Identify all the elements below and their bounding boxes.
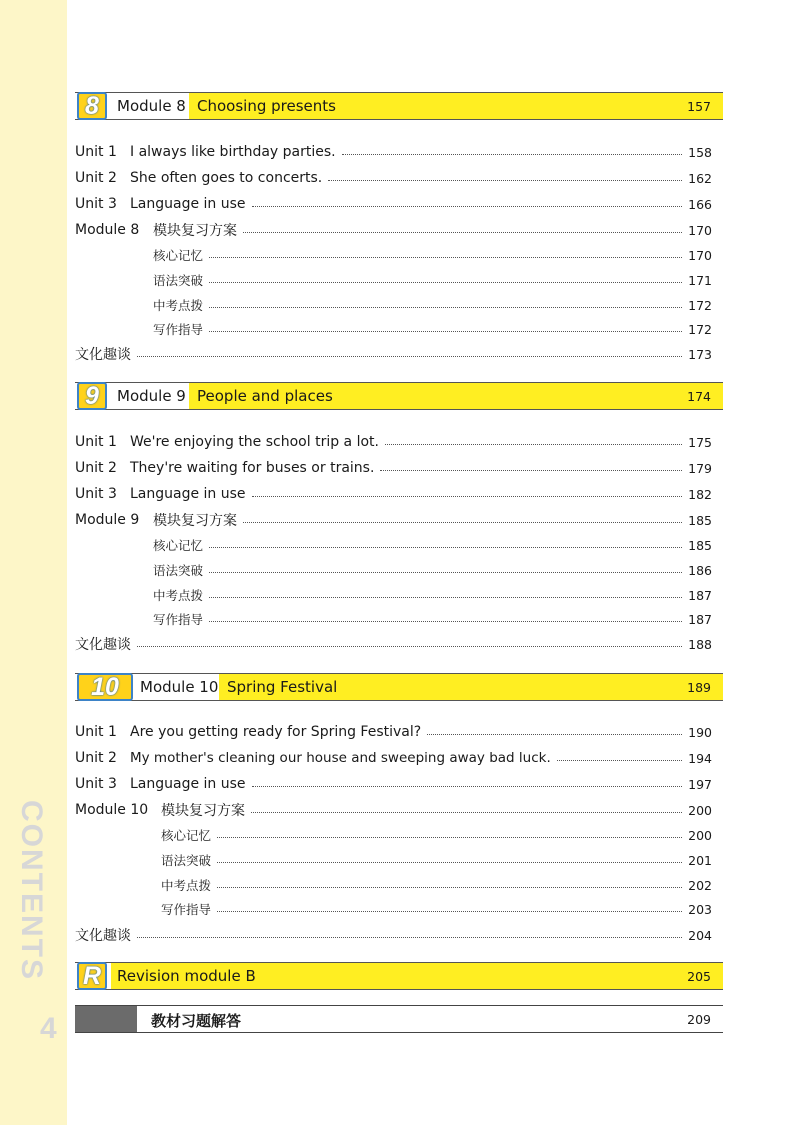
- entry-title: I always like birthday parties.: [130, 144, 336, 160]
- entry-page: 197: [688, 776, 712, 792]
- entry-title: 语法突破: [161, 853, 212, 868]
- dot-leader: [209, 256, 682, 258]
- dot-leader: [137, 355, 682, 357]
- module-8-header[interactable]: [75, 92, 723, 120]
- toc-subentry-m9-2[interactable]: [75, 560, 712, 580]
- module-10-title: Spring Festival: [227, 678, 338, 696]
- dot-leader: [328, 179, 682, 181]
- module-9-header[interactable]: [75, 382, 723, 410]
- entry-title: 中考点拨: [153, 588, 204, 603]
- entry-page: 200: [688, 827, 712, 843]
- entry-page: 162: [688, 170, 712, 186]
- entry-page: 175: [688, 434, 712, 450]
- revision-page: 205: [687, 969, 711, 984]
- answers-header[interactable]: [75, 1005, 723, 1033]
- entry-page: 203: [688, 901, 712, 917]
- entry-title: Language in use: [130, 486, 246, 502]
- dot-leader: [137, 936, 682, 938]
- dot-leader: [243, 231, 682, 233]
- entry-title: 模块复习方案: [161, 803, 245, 819]
- dot-leader: [342, 153, 682, 155]
- dot-leader: [427, 733, 682, 735]
- entry-title: 语法突破: [153, 563, 204, 578]
- entry-title: 写作指导: [161, 902, 212, 917]
- toc-subentry-m10-1[interactable]: [75, 825, 712, 845]
- toc-subentry-m9-1[interactable]: [75, 535, 712, 555]
- entry-title: Language in use: [130, 776, 246, 792]
- entry-title: 核心记忆: [153, 538, 204, 553]
- page-number: 4: [40, 1012, 57, 1045]
- entry-label: Module 9: [75, 512, 140, 528]
- toc-entry-m8-unit2[interactable]: [75, 168, 712, 188]
- dot-leader: [252, 205, 682, 207]
- entry-label: Unit 2: [75, 460, 117, 476]
- toc-entry-m10-culture[interactable]: [75, 925, 712, 945]
- dot-leader: [251, 811, 682, 813]
- dot-leader: [209, 330, 682, 332]
- toc-entry-m9-unit1[interactable]: [75, 432, 712, 452]
- entry-label: 文化趣谈: [75, 637, 131, 653]
- entry-label: Unit 1: [75, 434, 117, 450]
- module-10-label: Module 10: [140, 678, 219, 696]
- toc-entry-m10-unit1[interactable]: [75, 722, 712, 742]
- entry-title: 写作指导: [153, 612, 204, 627]
- entry-page: 186: [688, 562, 712, 578]
- dot-leader: [209, 620, 682, 622]
- entry-title: 模块复习方案: [153, 513, 237, 529]
- module-10-page: 189: [687, 680, 711, 695]
- toc-entry-m10-unit2[interactable]: [75, 748, 712, 768]
- toc-entry-m8-culture[interactable]: [75, 344, 712, 364]
- toc-subentry-m8-1[interactable]: [75, 245, 712, 265]
- dot-leader: [217, 861, 682, 863]
- toc-entry-m8-unit1[interactable]: [75, 142, 712, 162]
- entry-label: Unit 3: [75, 196, 117, 212]
- module-8-title: Choosing presents: [197, 97, 336, 115]
- entry-label: Unit 3: [75, 776, 117, 792]
- entry-page: 204: [688, 927, 712, 943]
- toc-entry-m9-unit2[interactable]: [75, 458, 712, 478]
- entry-label: Unit 1: [75, 144, 117, 160]
- dot-leader: [252, 785, 682, 787]
- dot-leader: [380, 469, 682, 471]
- entry-title: My mother's cleaning our house and sweeping away bad luck.: [130, 750, 551, 766]
- entry-page: 200: [688, 802, 712, 818]
- module-10-badge: 10: [77, 673, 133, 701]
- entry-title: 语法突破: [153, 273, 204, 288]
- entry-page: 185: [688, 512, 712, 528]
- entry-page: 166: [688, 196, 712, 212]
- entry-page: 187: [688, 611, 712, 627]
- revision-badge: R: [77, 962, 107, 990]
- entry-page: 172: [688, 297, 712, 313]
- entry-title: They're waiting for buses or trains.: [130, 460, 375, 476]
- entry-label: Unit 1: [75, 724, 117, 740]
- dot-leader: [217, 836, 682, 838]
- entry-page: 201: [688, 852, 712, 868]
- entry-page: 185: [688, 537, 712, 553]
- entry-title: 中考点拨: [161, 878, 212, 893]
- entry-title: 中考点拨: [153, 298, 204, 313]
- entry-label: Unit 2: [75, 170, 117, 186]
- entry-page: 179: [688, 460, 712, 476]
- toc-entry-m10-unit3[interactable]: [75, 774, 712, 794]
- contents-label: CONTENTS: [15, 800, 48, 981]
- dot-leader: [385, 443, 682, 445]
- toc-subentry-m8-4[interactable]: [75, 319, 712, 339]
- entry-page: 171: [688, 272, 712, 288]
- answers-title: 教材习题解答: [151, 1012, 242, 1030]
- toc-entry-m9-unit3[interactable]: [75, 484, 712, 504]
- entry-page: 172: [688, 321, 712, 337]
- dot-leader: [209, 596, 682, 598]
- toc-subentry-m8-3[interactable]: [75, 295, 712, 315]
- entry-label: 文化趣谈: [75, 347, 131, 363]
- module-9-title: People and places: [197, 387, 333, 405]
- sidebar: [0, 0, 67, 1125]
- module-8-page: 157: [687, 99, 711, 114]
- entry-page: 202: [688, 877, 712, 893]
- entry-page: 170: [688, 222, 712, 238]
- module-9-label: Module 9: [117, 387, 186, 405]
- entry-page: 187: [688, 587, 712, 603]
- revision-label: Revision module B: [117, 967, 256, 985]
- entry-page: 158: [688, 144, 712, 160]
- entry-label: Module 8: [75, 222, 140, 238]
- dot-leader: [252, 495, 682, 497]
- toc-entry-m8-unit3[interactable]: [75, 194, 712, 214]
- toc-entry-m10-review[interactable]: [75, 800, 712, 820]
- module-9-page: 174: [687, 389, 711, 404]
- entry-page: 173: [688, 346, 712, 362]
- entry-page: 190: [688, 724, 712, 740]
- entry-title: Are you getting ready for Spring Festival?: [130, 724, 422, 740]
- dot-leader: [243, 521, 682, 523]
- module-8-badge: 8: [77, 92, 107, 120]
- answers-grey-block: [75, 1006, 137, 1032]
- dot-leader: [209, 306, 682, 308]
- entry-title: 核心记忆: [153, 248, 204, 263]
- entry-label: Unit 2: [75, 750, 117, 766]
- entry-label: 文化趣谈: [75, 928, 131, 944]
- toc-entry-m9-review[interactable]: [75, 510, 712, 530]
- toc-subentry-m10-2[interactable]: [75, 850, 712, 870]
- module-8-label: Module 8: [117, 97, 186, 115]
- dot-leader: [557, 759, 682, 761]
- toc-entry-m8-review[interactable]: [75, 220, 712, 240]
- entry-page: 170: [688, 247, 712, 263]
- entry-page: 188: [688, 636, 712, 652]
- toc-entry-m9-culture[interactable]: [75, 634, 712, 654]
- entry-label: Module 10: [75, 802, 149, 818]
- toc-subentry-m10-4[interactable]: [75, 899, 712, 919]
- toc-subentry-m9-3[interactable]: [75, 585, 712, 605]
- answers-page: 209: [687, 1012, 711, 1027]
- module-10-header[interactable]: [75, 673, 723, 701]
- entry-label: Unit 3: [75, 486, 117, 502]
- dot-leader: [209, 281, 682, 283]
- dot-leader: [209, 571, 682, 573]
- entry-title: Language in use: [130, 196, 246, 212]
- entry-title: 模块复习方案: [153, 223, 237, 239]
- entry-title: 核心记忆: [161, 828, 212, 843]
- dot-leader: [209, 546, 682, 548]
- module-9-badge: 9: [77, 382, 107, 410]
- entry-title: We're enjoying the school trip a lot.: [130, 434, 379, 450]
- toc-subentry-m10-3[interactable]: [75, 875, 712, 895]
- dot-leader: [137, 645, 682, 647]
- entry-title: She often goes to concerts.: [130, 170, 323, 186]
- entry-page: 182: [688, 486, 712, 502]
- revision-header[interactable]: [75, 962, 723, 990]
- toc-subentry-m9-4[interactable]: [75, 609, 712, 629]
- entry-title: 写作指导: [153, 322, 204, 337]
- toc-subentry-m8-2[interactable]: [75, 270, 712, 290]
- dot-leader: [217, 910, 682, 912]
- dot-leader: [217, 886, 682, 888]
- entry-page: 194: [688, 750, 712, 766]
